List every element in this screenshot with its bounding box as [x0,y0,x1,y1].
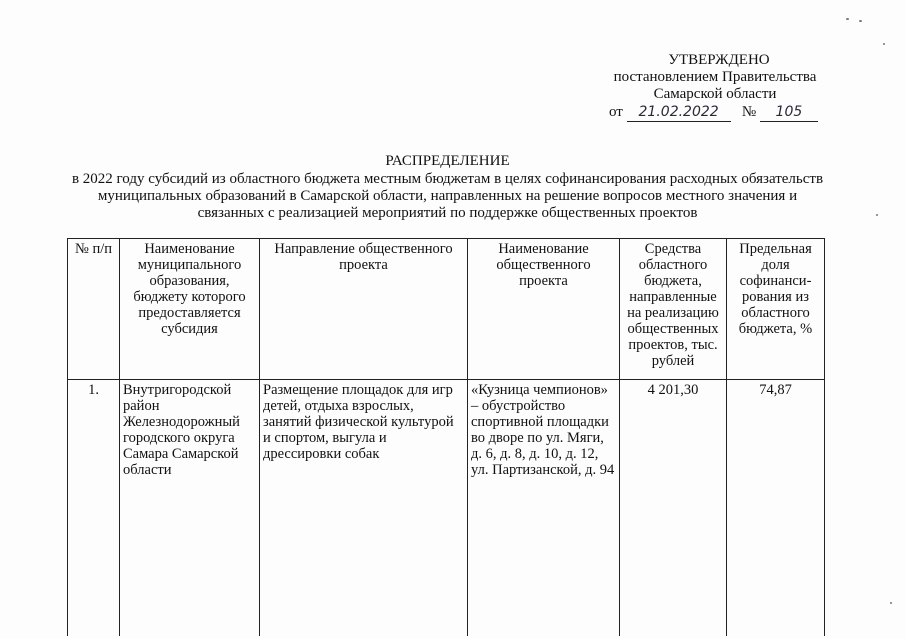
scan-speck [883,43,885,45]
header-municipality: Наименование муниципального образования, бюджету которого предоставляется субсидия [120,239,260,380]
row-direction: Размещение площадок для игр детей, отдыха взрослых, занятий физической культурой и спортом, выгула и дрессировки собак [260,380,468,637]
header-project: Наименование общественного проекта [468,239,620,380]
approval-authority: постановлением Правительства [613,69,817,85]
handwritten-number: 105 [760,104,818,122]
scan-speck [846,18,849,20]
scan-speck [859,20,862,22]
table-row [68,380,825,637]
row-funds: 4 201,30 [620,380,727,637]
row-share: 74,87 [727,380,825,637]
heading-line-1: в 2022 году субсидий из областного бюджета местным бюджетам в целях софинансирования расходных обязательств [71,171,824,187]
approval-title: УТВЕРЖДЕНО [668,52,770,68]
header-direction: Направление общественного проекта [260,239,468,380]
row-number: 1. [68,380,120,637]
approval-block [600,52,830,122]
approval-region: Самарской области [653,86,777,102]
heading-line-3: связанных с реализацией мероприятий по поддержке общественных проектов [197,205,698,221]
heading-line-2: муниципальных образований в Самарской области, направленных на решение вопросов местного значения и [97,188,798,204]
scan-speck [890,602,892,604]
row-municipality: Внутригородской район Железнодорожный городского округа Самара Самарской области [120,380,260,637]
document-heading [40,153,855,222]
scan-speck [876,214,878,216]
table-header-row [68,239,825,380]
distribution-table [67,238,825,636]
header-funds: Средства областного бюджета, направленные на реализацию общественных проектов, тыс. рублей [620,239,727,380]
approval-date-number [609,104,830,122]
document-title: РАСПРЕДЕЛЕНИЕ [385,153,510,169]
header-number: № п/п [68,239,120,380]
number-prefix: № [741,104,757,120]
row-project: «Кузница чемпионов» – обустройство спортивной площадки во дворе по ул. Мяги, д. 6, д. 8, д. 10, д. 12, ул. Партизанской, д. 94 [468,380,620,637]
handwritten-date: 21.02.2022 [627,104,731,122]
header-share: Предельная доля софинанси-рования из областного бюджета, % [727,239,825,380]
date-prefix: от [609,104,623,120]
